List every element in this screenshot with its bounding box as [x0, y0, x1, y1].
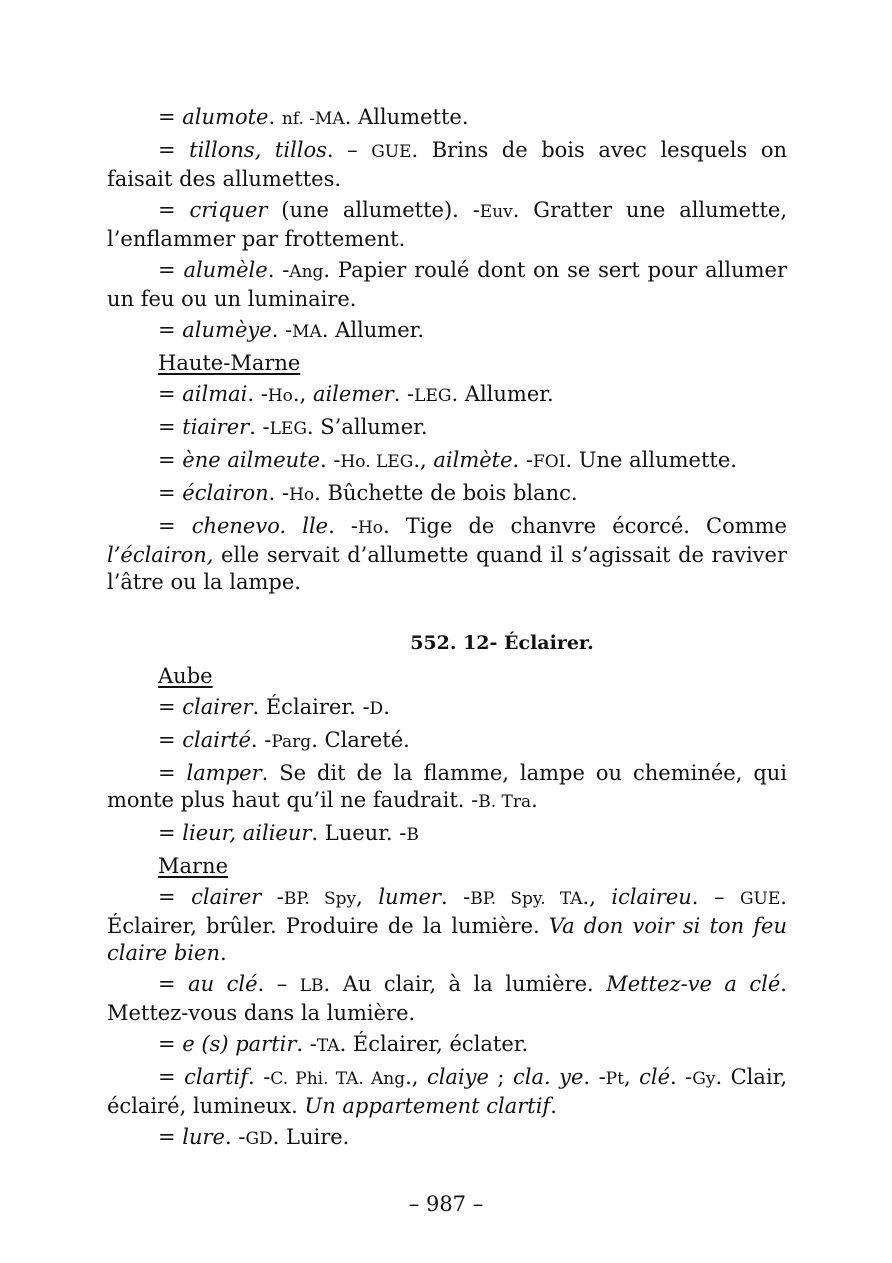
entry-text: . Clair, éclairé, lumineux. [107, 1065, 788, 1118]
entry-term: clartif [184, 1065, 249, 1089]
entry-text: ., [582, 885, 612, 909]
entry-term: lumer [378, 885, 441, 909]
entry-text: . - [320, 448, 341, 472]
entry-list-haute-marne [107, 381, 787, 596]
entry-text: . Allumette. [344, 105, 469, 129]
entry-term: alumèye [182, 318, 272, 342]
page-number: – 987 – [408, 1192, 484, 1216]
source-abbrev: GD [245, 1129, 273, 1149]
entry-text: . - [247, 382, 268, 406]
dictionary-entry [107, 381, 787, 410]
entry-term: éclairon [182, 481, 269, 505]
dictionary-entry [107, 760, 787, 816]
source-abbrev: Pt [605, 1069, 624, 1089]
entry-text: = [158, 198, 190, 222]
dictionary-entry [107, 317, 787, 346]
entry-text: . Lueur. - [311, 821, 407, 845]
entry-term: ailemer [312, 382, 394, 406]
entry-text: . – [326, 138, 372, 162]
entry-term: alumèle [183, 258, 268, 282]
entry-text: . Papier roulé dont on se sert pour allumer un feu ou un luminaire. [107, 258, 788, 311]
source-abbrev: TA [316, 1036, 340, 1056]
entry-text: = [158, 514, 192, 538]
source-abbrev: Euv [479, 202, 513, 222]
entry-text: . Luire. [272, 1125, 350, 1149]
entry-term: clairer [182, 695, 253, 719]
dictionary-entry [107, 414, 787, 443]
entry-text: . Bûchette de bois blanc. [314, 481, 578, 505]
dictionary-entry [107, 137, 787, 193]
entry-text: . [550, 1094, 557, 1118]
entry-text: . - [248, 1065, 271, 1089]
source-abbrev: GUE [739, 889, 781, 909]
entry-text: = [158, 382, 183, 406]
entry-text: . Tige de chanvre écorcé. Comme [383, 514, 787, 538]
entry-term: criquer [189, 198, 268, 222]
dictionary-entry [107, 1064, 787, 1120]
entry-text: . Clareté. [311, 728, 410, 752]
dictionary-entry [107, 197, 787, 253]
entry-text: ., [413, 448, 434, 472]
entry-term: e (s) partir [182, 1032, 297, 1056]
source-abbrev: Ho [357, 518, 384, 538]
entry-text: = [158, 728, 183, 752]
entry-text: = [158, 258, 184, 282]
entry-term: clairté [182, 728, 251, 752]
entry-text: . - [670, 1065, 693, 1089]
section-heading: 552. 12- Éclairer. [410, 632, 594, 654]
source-abbrev: FOI [533, 452, 566, 472]
entry-text: . [531, 788, 538, 812]
source-abbrev: B. Tra [478, 792, 532, 812]
dictionary-entry [107, 1031, 787, 1060]
entry-term: chenevo. lle [191, 514, 329, 538]
entry-term: clairer [191, 885, 262, 909]
entry-text: = [158, 885, 192, 909]
region-heading-haute-marne: Haute-Marne [158, 351, 301, 375]
entry-text: . Éclairer, brûler. Produire de la lumière. [107, 885, 787, 938]
entry-text: = [158, 695, 183, 719]
entry-text: . - [268, 481, 290, 505]
entry-text: . Éclairer, éclater. [339, 1032, 529, 1056]
entry-text: elle servait d’allumette quand il s’agissait de raviver l’âtre ou la lampe. [107, 543, 787, 594]
dictionary-entry [107, 257, 787, 313]
source-abbrev: Ang [289, 262, 324, 282]
dictionary-entry [107, 820, 787, 849]
entry-term: ailmète [433, 448, 513, 472]
source-abbrev: nf. - [281, 109, 316, 129]
entry-text: ., [405, 1065, 427, 1089]
source-abbrev: Ho. LEG [340, 452, 414, 472]
dictionary-entry [107, 727, 787, 756]
entry-term: ène ailmeute [182, 448, 321, 472]
source-abbrev: BP. Spy [283, 889, 357, 909]
entry-text: . - [393, 382, 415, 406]
entry-term: au clé [188, 972, 258, 996]
entry-text: . Allumer. [321, 318, 425, 342]
entry-term: alumote [182, 105, 269, 129]
entry-term: clé [639, 1065, 671, 1089]
entry-text: . - [267, 258, 290, 282]
entry-text: - [261, 885, 284, 909]
dictionary-entry [107, 513, 787, 596]
entry-text: = [158, 761, 187, 785]
entry-text: . - [583, 1065, 606, 1089]
source-abbrev: GUE [371, 142, 412, 162]
dictionary-entry [107, 884, 787, 967]
entry-text: . [268, 105, 282, 129]
source-abbrev: B [406, 825, 419, 845]
source-abbrev: LB [299, 976, 324, 996]
entry-text: = [158, 415, 183, 439]
source-abbrev: C. Phi. TA. Ang [270, 1069, 406, 1089]
entry-text: . [383, 695, 390, 719]
dictionary-entry [107, 1124, 787, 1153]
entry-list-marne [107, 884, 787, 1153]
entry-text: . - [512, 448, 533, 472]
entry-text: = [158, 138, 190, 162]
entry-text: = [158, 105, 183, 129]
entry-term: cla. ye [512, 1065, 584, 1089]
entry-text: . - [328, 514, 358, 538]
entry-text: . - [271, 318, 293, 342]
region-heading-marne: Marne [158, 854, 229, 878]
entry-term: lamper [186, 761, 262, 785]
entry-term: l’éclairon, [107, 543, 214, 567]
dictionary-entry [107, 971, 787, 1027]
entry-text: = [158, 448, 183, 472]
source-abbrev: D [369, 699, 384, 719]
entry-text: = [158, 1032, 183, 1056]
entry-text: . Une allumette. [565, 448, 737, 472]
source-abbrev: LEG [414, 386, 452, 406]
entry-text: . S’allumer. [306, 415, 428, 439]
region-heading-aube: Aube [158, 664, 213, 688]
source-abbrev: MA [292, 322, 322, 342]
dictionary-entry [107, 694, 787, 723]
source-abbrev: LEG [269, 419, 307, 439]
source-abbrev: Gy [692, 1069, 716, 1089]
entry-text: , [623, 1065, 640, 1089]
entry-list-top [107, 104, 787, 346]
entry-text: . Se dit de la flamme, lampe ou cheminée, qui monte plus haut qu’il ne faudrait. - [107, 761, 787, 812]
entry-text: , [356, 885, 379, 909]
source-abbrev: Ho [267, 386, 293, 406]
entry-term: iclaireu [611, 885, 692, 909]
entry-term: Va don voir si ton feu claire bien [107, 914, 787, 965]
source-abbrev: BP. Spy. TA [470, 889, 583, 909]
entry-term: tiairer [182, 415, 250, 439]
entry-term: ailmai [182, 382, 248, 406]
entry-text: . - [296, 1032, 317, 1056]
entry-text: . Mettez-vous dans la lumière. [107, 972, 787, 1025]
entry-text: = [158, 318, 183, 342]
entry-text: . Gratter une allumette, l’enflammer par frottement. [107, 198, 787, 251]
entry-text: . Au clair, à la lumière. [323, 972, 607, 996]
dictionary-entry [107, 447, 787, 476]
source-abbrev: MA [315, 109, 345, 129]
entry-text: . Brins de bois avec lesquels on faisait des allumettes. [107, 138, 787, 191]
entry-text: = [158, 821, 183, 845]
entry-text: (une allumette). - [267, 198, 480, 222]
entry-term: lieur, ailieur [182, 821, 312, 845]
entry-text: . - [225, 1125, 246, 1149]
entry-term: tillons, tillos [189, 138, 327, 162]
dictionary-entry [107, 480, 787, 509]
entry-text: . – [257, 972, 300, 996]
entry-text: ; [488, 1065, 513, 1089]
entry-text: . Allumer. [451, 382, 554, 406]
source-abbrev: Ho [289, 485, 315, 505]
entry-text: = [158, 972, 189, 996]
entry-term: lure [182, 1125, 225, 1149]
entry-text: . - [250, 728, 272, 752]
source-abbrev: Parg [271, 732, 312, 752]
page-body [107, 104, 787, 1157]
dictionary-entry [107, 104, 787, 133]
entry-text: . Éclairer. - [252, 695, 370, 719]
entry-text: = [158, 1065, 185, 1089]
entry-list-aube [107, 694, 787, 849]
entry-text: ., [292, 382, 313, 406]
entry-text: . [219, 941, 227, 965]
entry-term: claiye [426, 1065, 489, 1089]
entry-text: . - [440, 885, 471, 909]
entry-term: Mettez-ve a clé [606, 972, 781, 996]
entry-text: = [158, 1125, 183, 1149]
entry-text: . - [249, 415, 270, 439]
entry-term: Un appartement clartif [304, 1094, 551, 1118]
entry-text: = [158, 481, 183, 505]
entry-text: . – [691, 885, 740, 909]
